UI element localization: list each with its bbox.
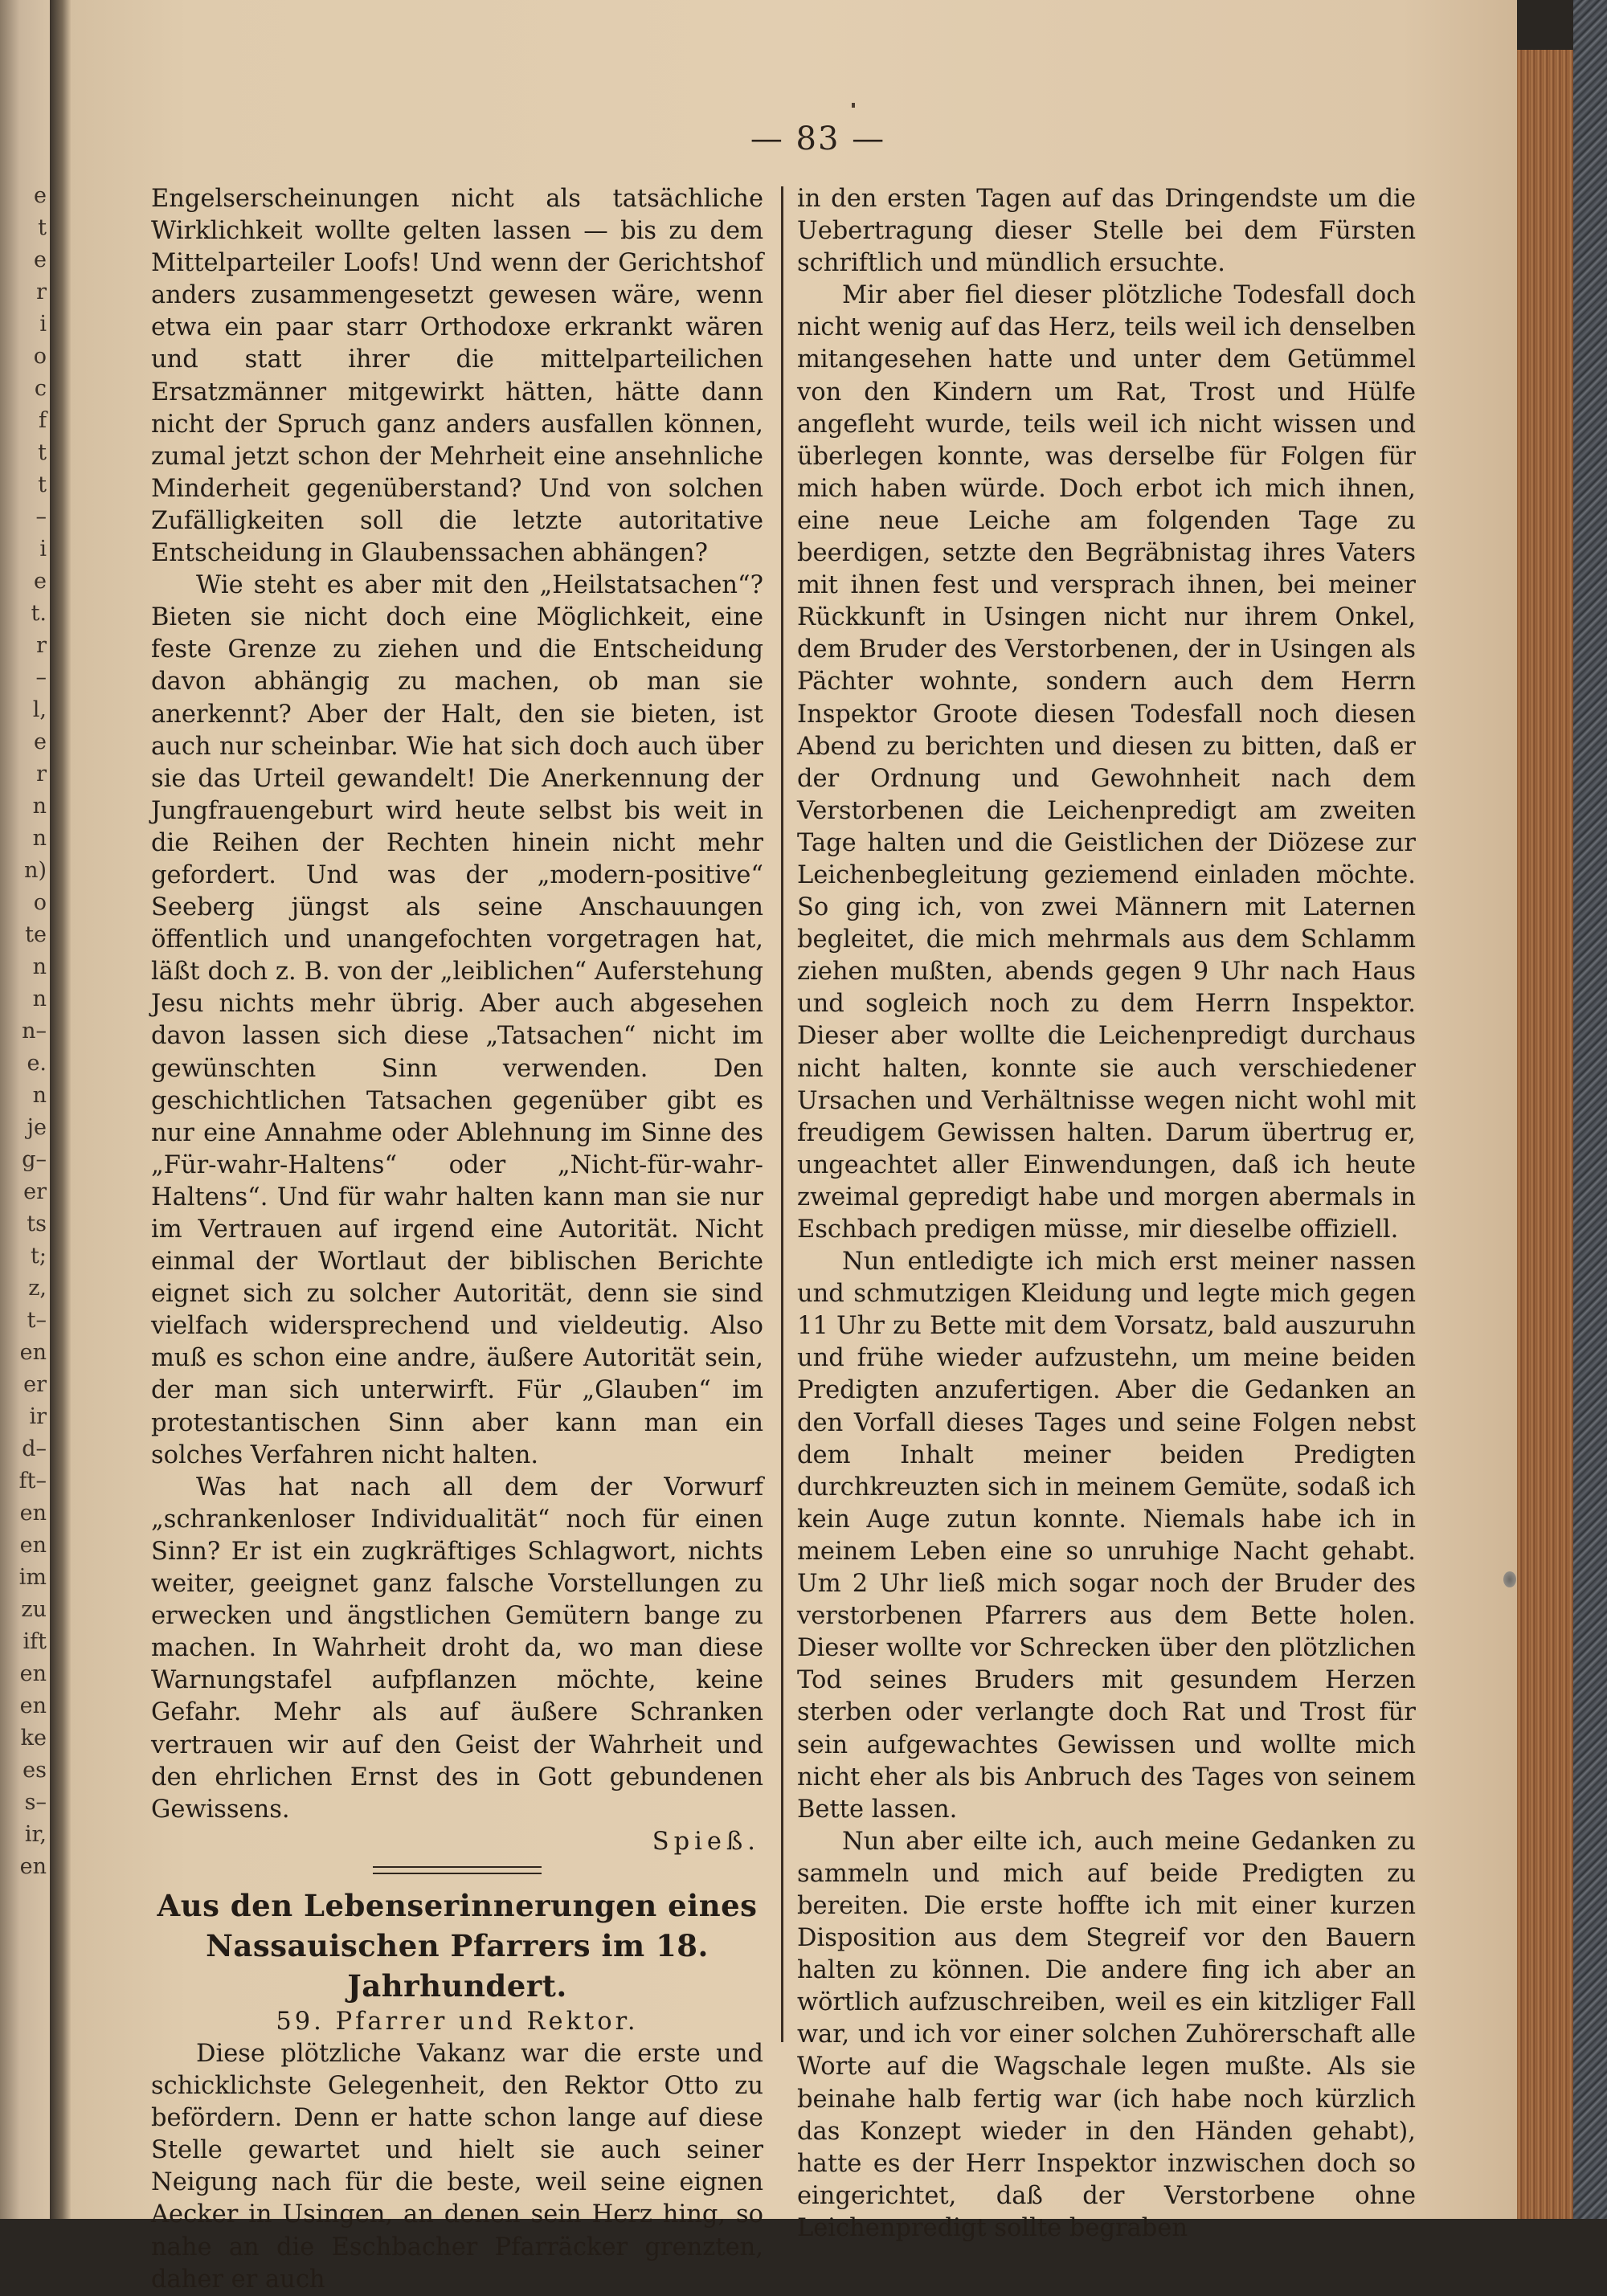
paper-stain [1503, 1571, 1516, 1587]
previous-page-fragment: i [39, 537, 47, 562]
previous-page-fragment: g– [22, 1147, 47, 1172]
previous-page-fragment: n [32, 794, 47, 819]
chapter-subheading: 59. Pfarrer und Rektor. [276, 2007, 639, 2036]
previous-page-fragment: r [36, 633, 47, 658]
previous-page-fragment: n [32, 954, 47, 979]
previous-page-fragment: t– [27, 1308, 47, 1333]
right-column [797, 183, 1416, 2245]
previous-page-fragment: en [19, 1693, 47, 1718]
previous-page-fragment: r [36, 280, 47, 304]
previous-page-fragment: ts [27, 1211, 47, 1236]
right-paragraph-1: in den ersten Tagen auf das Dringendste um die Uebertragung dieser Stelle bei dem Fürsten schriftlich und mündlich ersuchte. [797, 185, 1416, 278]
previous-page-fragment: n [32, 987, 47, 1011]
previous-page-fragment: n) [24, 858, 47, 883]
previous-page-fragment: ir, [24, 1822, 47, 1847]
previous-page-fragment: en [19, 1340, 47, 1365]
book-gutter [50, 0, 71, 2219]
previous-page-fragment: te [25, 922, 47, 947]
previous-page-fragment: i [39, 312, 47, 337]
previous-page-fragment: – [35, 505, 47, 529]
previous-page-fragment: e. [27, 1051, 47, 1076]
right-paragraph-4: Nun aber eilte ich, auch meine Gedanken zu sammeln und mich auf beide Predigten zu bereiten. Die erste hoffte ich mit einer kurzen Disposition aus dem Stegreif vor den Bauern halten zu können. Die andere fing ich aber an wörtlich aufzuschreiben, weil es ein kitzliger Fall war, und ich vor einer solchen Zuhörerschaft alle Worte auf die Wagschale legen mußte. Als sie beinahe halb fertig war (ich habe noch kürzlich das Konzept wieder in den Händen gehabt), hatte es der Herr Inspektor inzwischen doch so eingerichtet, daß der Verstorbene ohne Leichenpredigt sollte begraben [797, 1827, 1416, 2242]
previous-page-fragment: en [19, 1661, 47, 1686]
previous-page-fragment: zu [21, 1597, 47, 1622]
left-column [151, 183, 763, 2296]
previous-page-fragment: n [32, 1083, 47, 1108]
previous-page-fragment: l, [32, 697, 47, 722]
previous-page-fragment: f [39, 408, 47, 433]
previous-page-fragment: e [34, 183, 47, 208]
previous-page-fragment: t. [31, 601, 47, 626]
previous-page-fragment: r [36, 762, 47, 786]
previous-page-fragment: er [23, 1372, 47, 1397]
page-83 [71, 0, 1517, 2294]
previous-page-fragment: en [19, 1501, 47, 1526]
section-heading: Aus den Lebenserinnerungen eines Nassauischen Pfarrers im 18. Jahrhundert. [157, 1887, 758, 2004]
previous-page-edge [0, 0, 50, 2219]
previous-page-fragment: o [33, 344, 47, 369]
previous-page-fragment: ke [20, 1726, 47, 1751]
previous-page-fragment: e [34, 569, 47, 594]
left-paragraph-2: Wie steht es aber mit den „Heilstatsachen“? Bieten sie nicht doch eine Möglichkeit, eine feste Grenze zu ziehen und die Entscheidung davon abhängig zu machen, ob man sie anerkennt? Aber der Halt, den sie bieten, ist auch nur scheinbar. Wie hat sich doch auch über sie das Urteil gewandelt! Die Anerkennung der Jungfrauengeburt wird heute selbst bis weit in die Reihen der Rechten hinein nicht mehr gefordert. Und was der „modern-positive“ Seeberg jüngst als seine Anschauungen öffentlich und unangefochten vorgetragen hat, läßt doch z. B. von der „leiblichen“ Auferstehung Jesu nichts mehr übrig. Aber auch abgesehen davon lassen sich diese „Tatsachen“ nicht im gewünschten Sinn verwenden. Den geschichtlichen Tatsachen gegenüber gibt es nur eine Annahme oder Ablehnung im Sinne des „Für-wahr-Haltens“ oder „Nicht-für-wahr-Haltens“. Und für wahr halten kann man sie nur im Vertrauen auf irgend eine Autorität. Nicht einmal der Wortlaut der biblischen Berichte eignet sich zu solcher Autorität, denn sie sind vielfach widersprechend und vieldeutig. Also muß es schon eine andre, äußere Autorität sein, der man sich unterwirft. Für „Glauben“ im protestantischen Sinn aber kann man ein solches Verfahren nicht halten. [151, 571, 763, 1469]
previous-page-fragment: z, [28, 1276, 47, 1301]
previous-page-fragment: t; [31, 1244, 47, 1269]
previous-page-fragment: n [32, 826, 47, 851]
previous-page-fragment: ift [22, 1629, 47, 1654]
previous-page-fragment: o [33, 890, 47, 915]
previous-page-fragment: je [27, 1115, 47, 1140]
marbled-cover [1573, 0, 1607, 2219]
right-paragraph-3: Nun entledigte ich mich erst meiner nassen und schmutzigen Kleidung und legte mich gegen 11 Uhr zu Bette mit dem Vorsatz, bald auszuruhn und frühe wieder aufzustehn, um meine beiden Predigten anzufertigen. Aber die Gedanken an den Vorfall dieses Tages und seine Folgen nebst dem Inhalt meiner beiden Predigten durchkreuzten sich in meinem Gemüte, sodaß ich kein Auge zutun konnte. Niemals habe ich in meinem Leben eine so unruhige Nacht gehabt. Um 2 Uhr ließ mich sogar noch der Bruder des verstorbenen Pfarrers aus dem Bette holen. Dieser wollte vor Schrecken über den plötzlichen Tod seines Bruders mit gesundem Herzen sterben oder verlangte doch Rat und Trost für sein aufgewachtes Gewissen und wollte mich nicht eher als bis Anbruch des Tages von seinem Bette lassen. [797, 1248, 1416, 1824]
previous-page-fragment: t [38, 472, 47, 497]
page-number: — 83 — [750, 121, 886, 157]
previous-page-fragment: ft– [18, 1469, 47, 1493]
previous-page-fragment: ir [29, 1404, 47, 1429]
previous-page-fragment: c [34, 376, 47, 401]
previous-page-fragment: e [34, 247, 47, 272]
left-paragraph-1: Engelserscheinungen nicht als tatsächliche Wirklichkeit wollte gelten lassen — bis zu dem Mittelparteiler Loofs! Und wenn der Gerichtshof anders zusammengesetzt gewesen wäre, wenn etwa ein paar starr Orthodoxe erkrankt wären und statt ihrer die mittelparteilichen Ersatzmänner mitgewirkt hätten, hätte dann nicht der Spruch ganz anders ausfallen können, zumal jetzt schon der Mehrheit eine ansehnliche Minderheit gegenüberstand? Und von solchen Zufälligkeiten soll die letzte autoritative Entscheidung in Glaubenssachen abhängen? [151, 185, 763, 568]
section-divider [373, 1866, 542, 1874]
previous-page-fragment: – [35, 665, 47, 690]
section-paragraph: Diese plötzliche Vakanz war die erste und schicklichste Gelegenheit, den Rektor Otto zu befördern. Denn er hatte schon lange auf diese Stelle gewartet und hielt sie auch seiner Neigung nach für die beste, weil seine eignen Aecker in Usingen, an denen sein Herz hing, so nahe an die Eschbacher Pfarräcker grenzten, daher er auch [151, 2039, 763, 2294]
previous-page-fragment: t [38, 215, 47, 240]
page-edges [1517, 50, 1573, 2219]
previous-page-fragment: en [19, 1854, 47, 1879]
previous-page-fragment: s– [24, 1790, 47, 1815]
previous-page-fragment: en [19, 1533, 47, 1558]
previous-page-fragment: d– [22, 1436, 47, 1461]
previous-page-fragment: er [23, 1179, 47, 1204]
previous-page-fragment: t [38, 440, 47, 465]
author-signature: Spieß. [652, 1827, 760, 1856]
previous-page-fragment: es [22, 1758, 47, 1783]
previous-page-fragment: n– [22, 1019, 47, 1044]
column-rule [781, 186, 783, 2042]
ink-dot [852, 103, 855, 108]
left-paragraph-3: Was hat nach all dem der Vorwurf „schrankenloser Individualität“ noch für einen Sinn? Er ist ein zugkräftiges Schlagwort, nichts weiter, geeignet ganz falsche Vorstellungen zu erwecken und ängstlichen Gemütern bange zu machen. In Wahrheit droht da, wo man diese Warnungstafel aufpflanzen möchte, keine Gefahr. Mehr als auf äußere Schranken vertrauen wir auf den Geist der Wahrheit und den ehrlichen Ernst des in Gott gebundenen Gewissens. [151, 1473, 763, 1824]
previous-page-fragment: im [18, 1565, 47, 1590]
right-paragraph-2: Mir aber fiel dieser plötzliche Todesfall doch nicht wenig auf das Herz, teils weil ich denselben mitangesehen hatte und unter dem Getümmel von den Kindern um Rat, Trost und Hülfe angefleht wurde, teils weil ich nicht wissen und überlegen konnte, was derselbe für Folgen für mich haben würde. Doch erbot ich mich ihnen, eine neue Leiche am folgenden Tage zu beerdigen, setzte den Begräbnistag ihres Vaters mit ihnen fest und versprach ihnen, bei meiner Rückkunft in Usingen nicht nur ihrem Onkel, dem Bruder des Verstorbenen, der in Usingen als Pächter wohnte, sondern auch dem Herrn Inspektor Groote diesen Todesfall noch diesen Abend zu berichten und diesen zu bitten, daß er der Ordnung und Gewohnheit nach dem Verstorbenen die Leichenpredigt am zweiten Tage halten und die Geistlichen der Diözese zur Leichenbegleitung geziemend einladen möchte. So ging ich, von zwei Männern mit Laternen begleitet, die mich mehrmals aus dem Schlamm ziehen mußten, abends gegen 9 Uhr nach Haus und sogleich noch zu dem Herrn Inspektor. Dieser aber wollte die Leichenpredigt durchaus nicht halten, konnte sie auch verschiedener Ursachen und Verhältnisse wegen nicht wohl mit freudigem Gewissen halten. Darum übertrug er, ungeachtet aller Einwendungen, daß ich heute zweimal gepredigt habe und morgen abermals in Eschbach predigen müsse, mir dieselbe offiziell. [797, 281, 1416, 1244]
previous-page-fragment: e [34, 729, 47, 754]
